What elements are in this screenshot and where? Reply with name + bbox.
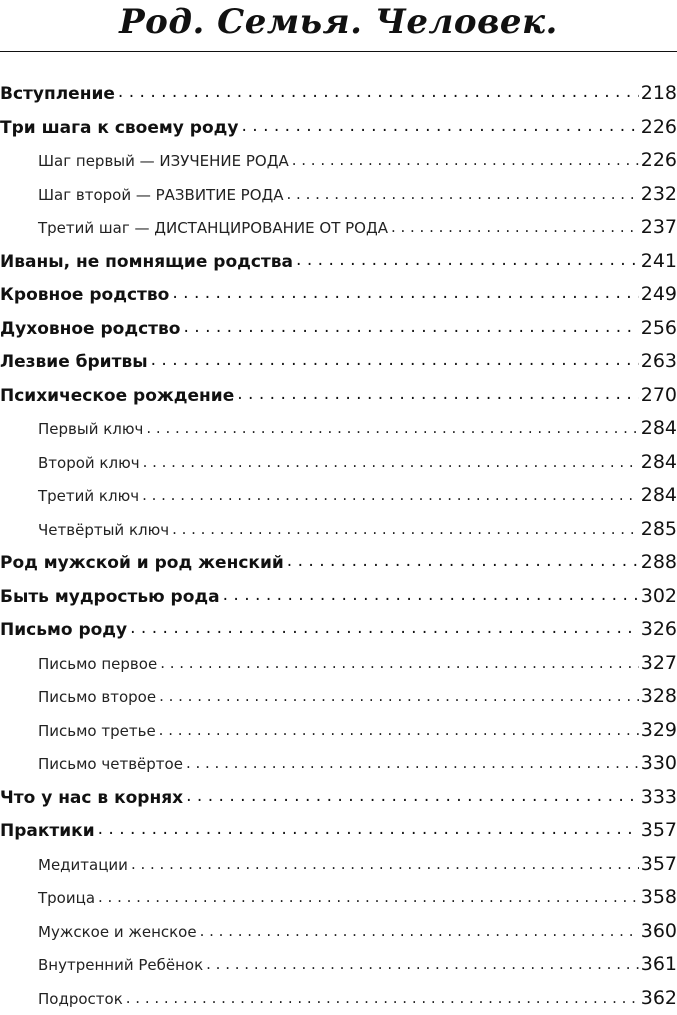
- toc-page-number: 284: [640, 450, 677, 473]
- dot-leader: [172, 283, 638, 300]
- toc-page-number: 360: [640, 919, 677, 942]
- toc-entry-title: Что у нас в корнях: [0, 787, 184, 808]
- toc-entry[interactable]: [0, 283, 677, 311]
- toc-page-number: 302: [640, 584, 677, 607]
- toc-page-number: 226: [640, 115, 677, 138]
- toc-page-number: 241: [640, 249, 677, 272]
- toc-entry[interactable]: [0, 618, 677, 646]
- toc-entry-title: Иваны, не помнящие родства: [0, 251, 294, 272]
- dot-leader: [98, 888, 639, 903]
- toc-entry-title: Быть мудростью рода: [0, 586, 220, 607]
- dot-leader: [130, 618, 639, 635]
- toc-entry[interactable]: [0, 819, 677, 847]
- toc-subentry[interactable]: [0, 183, 677, 211]
- toc-page-number: 357: [640, 852, 677, 875]
- toc-page-number: 357: [640, 819, 677, 841]
- toc-entry[interactable]: [0, 250, 677, 278]
- toc-page-number: 284: [640, 417, 677, 439]
- toc-entry-title: Письмо роду: [0, 620, 128, 640]
- toc-entry-title: Письмо третье: [38, 721, 156, 740]
- toc-subentry[interactable]: [0, 920, 677, 948]
- dot-leader: [287, 185, 639, 200]
- dot-leader: [237, 384, 638, 401]
- dot-leader: [159, 721, 639, 736]
- toc-subentry[interactable]: [0, 752, 677, 780]
- toc-entry[interactable]: [0, 350, 677, 378]
- toc-page-number: 226: [640, 149, 677, 171]
- dot-leader: [292, 151, 639, 166]
- toc-page-number: 330: [640, 752, 677, 774]
- toc-subentry[interactable]: [0, 886, 677, 914]
- toc-subentry[interactable]: [0, 719, 677, 747]
- toc-subentry[interactable]: [0, 652, 677, 680]
- toc-entry[interactable]: [0, 585, 677, 613]
- toc-subentry[interactable]: [0, 987, 677, 1015]
- toc-subentry[interactable]: [0, 484, 677, 512]
- toc-subentry[interactable]: [0, 417, 677, 445]
- toc-page-number: 285: [640, 517, 677, 540]
- dot-leader: [223, 585, 639, 602]
- toc-subentry[interactable]: [0, 149, 677, 177]
- page-title: Род. Семья. Человек.: [119, 2, 558, 42]
- toc-subentry[interactable]: [0, 216, 677, 244]
- toc-entry[interactable]: [0, 82, 677, 110]
- toc-entry-title: Вступление: [0, 84, 115, 104]
- toc-page-number: 326: [640, 618, 677, 640]
- dot-leader: [183, 317, 638, 334]
- toc-subentry[interactable]: [0, 451, 677, 479]
- toc-entry-title: Шаг второй — РАЗВИТИЕ РОДА: [38, 185, 284, 204]
- toc-page-number: 249: [640, 283, 677, 305]
- dot-leader: [186, 786, 639, 803]
- title-divider: [0, 51, 677, 52]
- dot-leader: [296, 250, 639, 267]
- toc-page-number: 361: [640, 953, 677, 975]
- toc-page-number: 358: [640, 886, 677, 908]
- toc-entry[interactable]: [0, 317, 677, 345]
- toc-entry-title: Третий шаг — ДИСТАНЦИРОВАНИЕ ОТ РОДА: [38, 219, 388, 237]
- toc-entry-title: Внутренний Ребёнок: [38, 956, 204, 974]
- toc-entry-title: Письмо первое: [38, 654, 158, 673]
- toc-page-number: 263: [640, 350, 677, 372]
- toc-subentry[interactable]: [0, 853, 677, 881]
- toc-subentry[interactable]: [0, 953, 677, 981]
- dot-leader: [131, 855, 639, 870]
- dot-leader: [98, 819, 639, 836]
- toc-subentry[interactable]: [0, 685, 677, 713]
- toc-entry-title: Медитации: [38, 855, 128, 874]
- toc-page-number: 328: [640, 685, 677, 707]
- toc-entry-title: Письмо второе: [38, 688, 157, 706]
- dot-leader: [200, 922, 639, 937]
- toc-entry-title: Психическое рождение: [0, 385, 235, 406]
- toc-entry-title: Третий ключ: [38, 487, 140, 505]
- dot-leader: [241, 116, 638, 133]
- toc-entry[interactable]: [0, 551, 677, 579]
- dot-leader: [146, 419, 638, 434]
- toc-entry-title: Мужское и женское: [38, 922, 197, 941]
- toc-page-number: 218: [640, 82, 677, 104]
- toc-page-number: 284: [640, 484, 677, 506]
- toc-page-number: 256: [640, 316, 677, 339]
- dot-leader: [142, 486, 639, 501]
- toc-entry-title: Три шага к своему роду: [0, 117, 239, 138]
- dot-leader: [118, 82, 639, 99]
- dot-leader: [126, 989, 639, 1004]
- dot-leader: [159, 687, 639, 702]
- dot-leader: [391, 218, 639, 233]
- toc-page-number: 237: [640, 216, 677, 238]
- toc-entry[interactable]: [0, 116, 677, 144]
- toc-entry-title: Троица: [38, 889, 96, 907]
- toc-page-number: 288: [640, 551, 677, 573]
- toc-entry-title: Практики: [0, 821, 95, 841]
- toc-entry-title: Кровное родство: [0, 285, 170, 305]
- toc-entry[interactable]: [0, 786, 677, 814]
- dot-leader: [287, 551, 639, 568]
- toc-entry-title: Шаг первый — ИЗУЧЕНИЕ РОДА: [38, 152, 289, 170]
- toc-page-number: 333: [640, 785, 677, 808]
- toc-page-number: 362: [640, 986, 677, 1009]
- toc-entry[interactable]: [0, 384, 677, 412]
- toc-page-number: 329: [640, 718, 677, 741]
- toc-page-number: 232: [640, 182, 677, 205]
- toc-page-number: 270: [640, 383, 677, 406]
- toc-entry-title: Четвёртый ключ: [38, 520, 170, 539]
- dot-leader: [206, 955, 639, 970]
- dot-leader: [151, 350, 639, 367]
- toc-entry-title: Первый ключ: [38, 420, 144, 438]
- dot-leader: [172, 520, 639, 535]
- toc-page-number: 327: [640, 651, 677, 674]
- toc-entry-title: Род мужской и род женский: [0, 553, 284, 573]
- toc-entry-title: Лезвие бритвы: [0, 352, 148, 372]
- toc-subentry[interactable]: [0, 518, 677, 546]
- toc-entry-title: Второй ключ: [38, 453, 140, 472]
- dot-leader: [143, 453, 639, 468]
- toc-entry-title: Письмо четвёртое: [38, 755, 183, 773]
- toc-entry-title: Духовное родство: [0, 318, 181, 339]
- dot-leader: [186, 754, 639, 769]
- toc-entry-title: Подросток: [38, 989, 123, 1008]
- dot-leader: [160, 654, 639, 669]
